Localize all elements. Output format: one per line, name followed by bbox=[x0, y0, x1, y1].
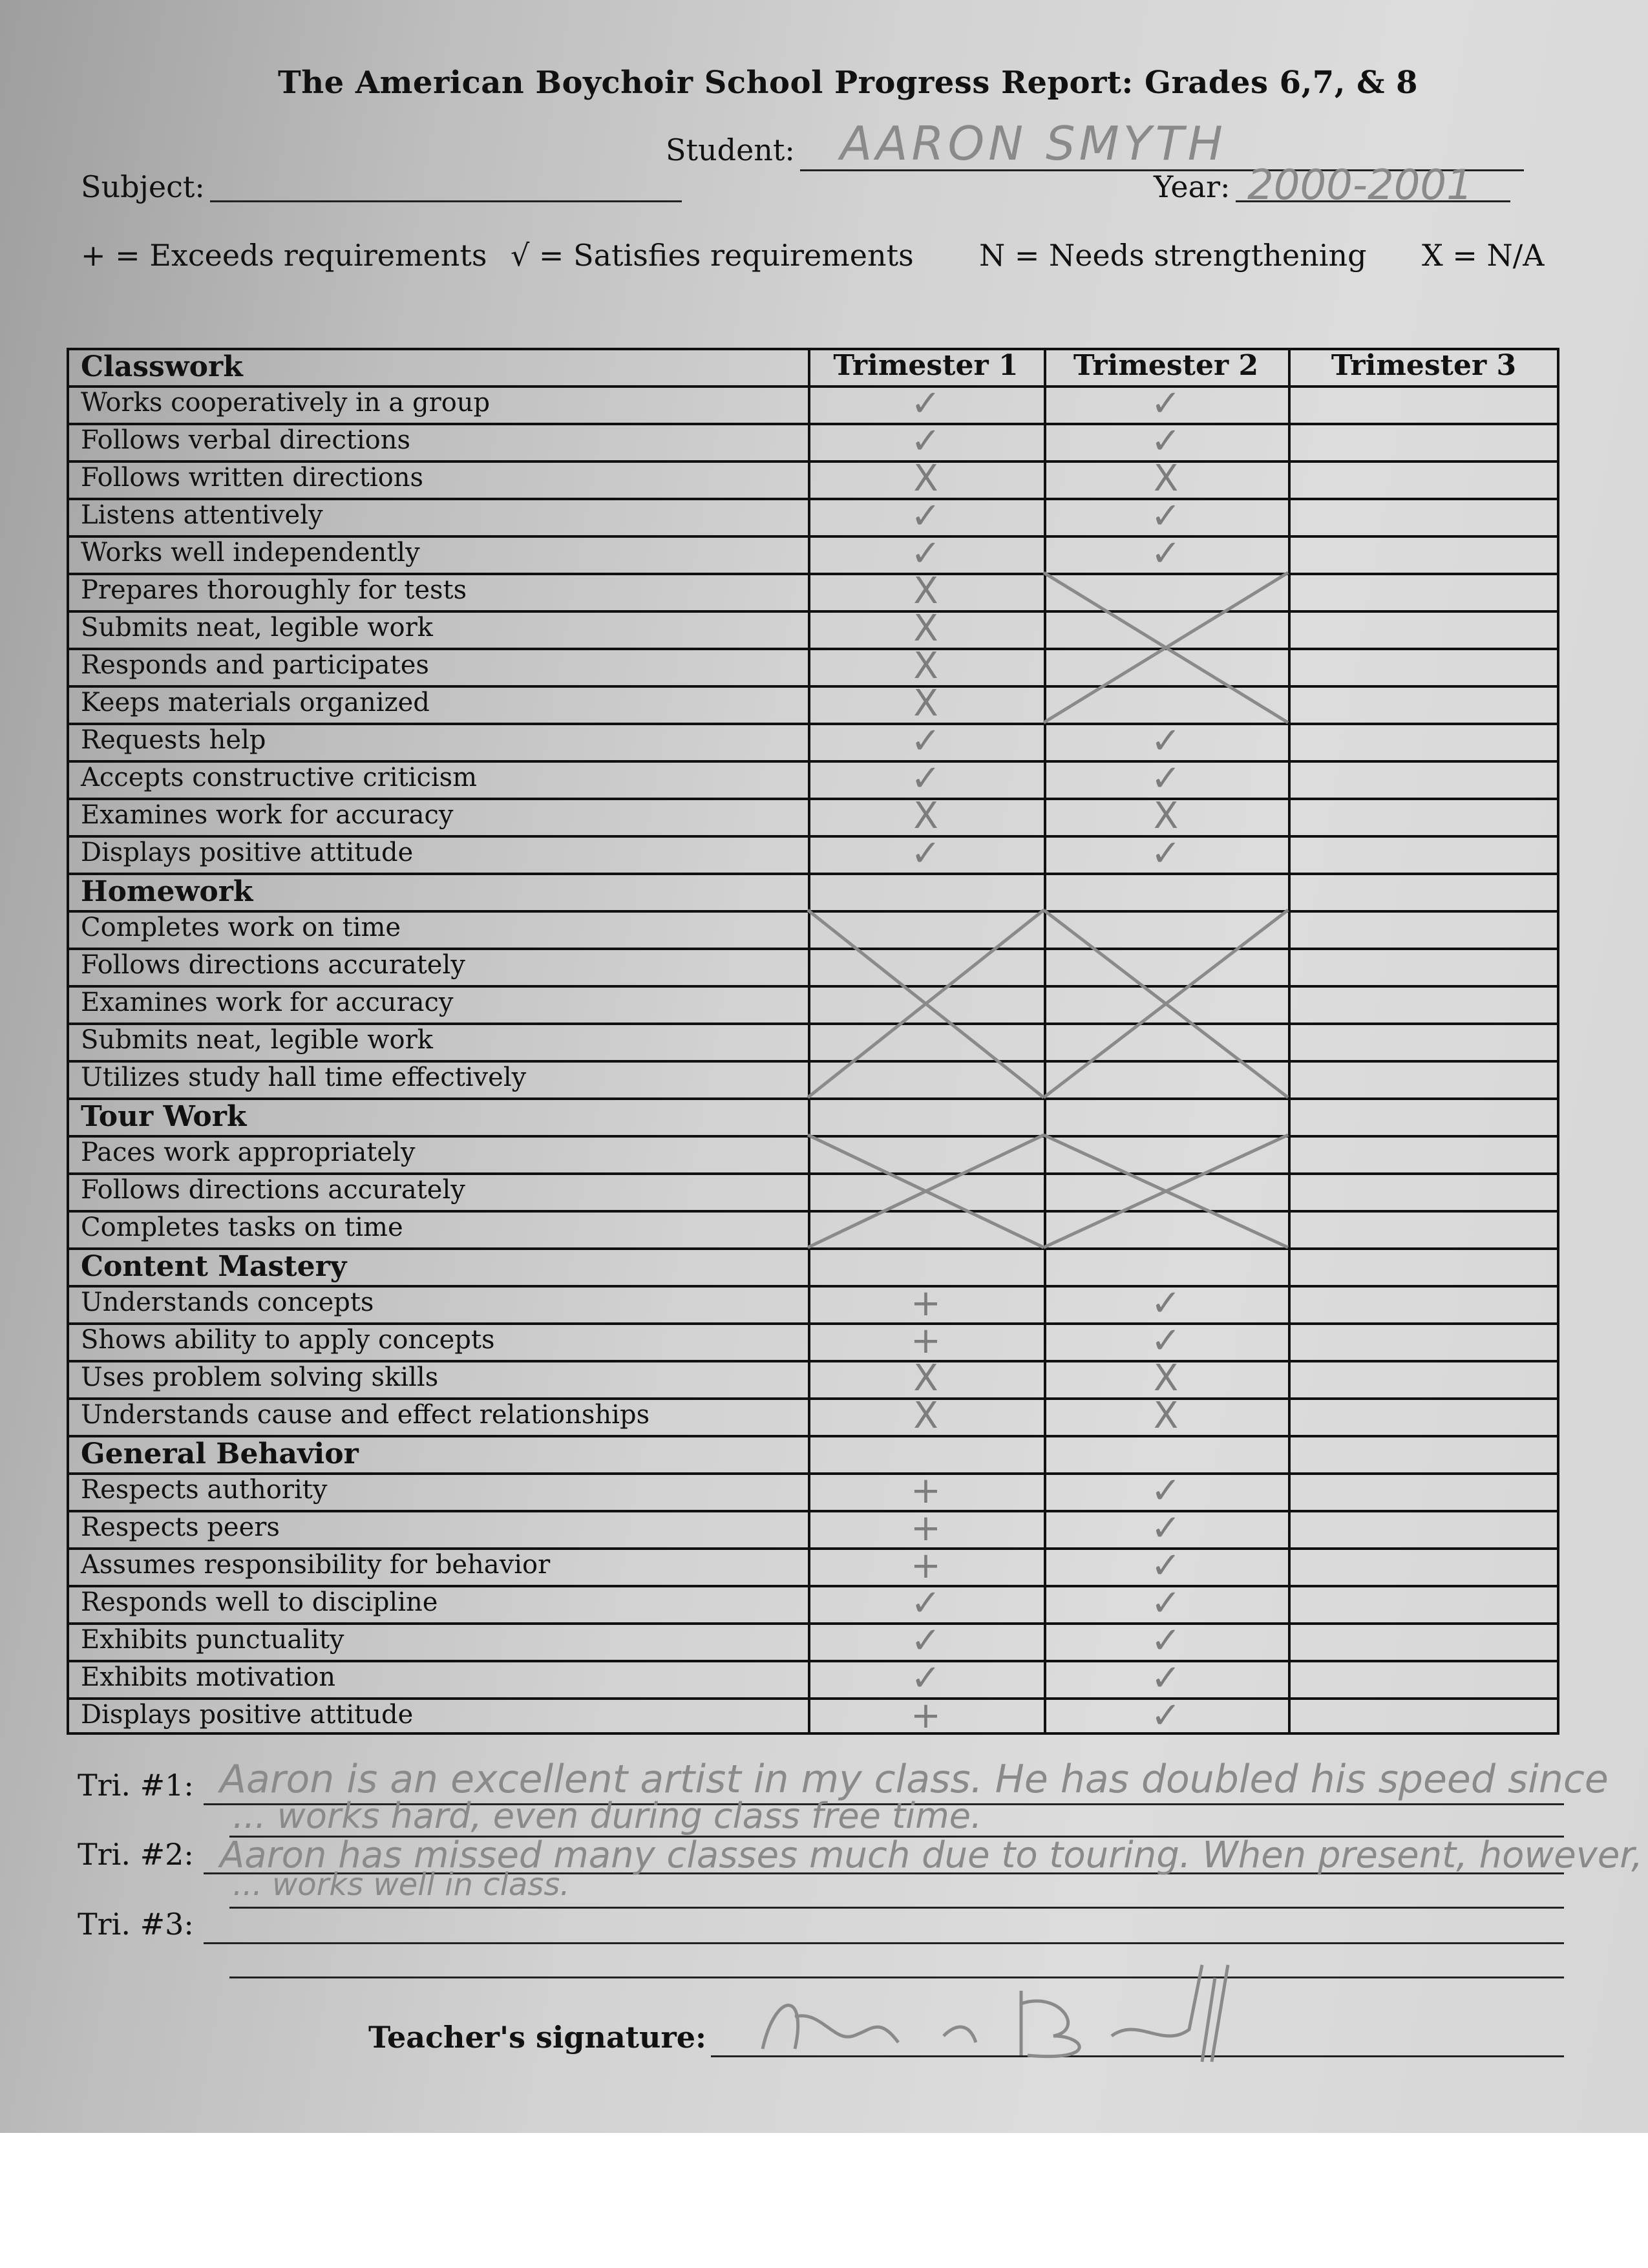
tri1-comment-line1: Aaron is an excellent artist in my class. He has doubled his speed since bbox=[220, 1757, 1609, 1802]
criterion-label: Completes tasks on time bbox=[81, 1213, 403, 1242]
criterion-label: Requests help bbox=[81, 725, 266, 755]
tri2-comment-line2: ... works well in class. bbox=[233, 1867, 570, 1903]
grade-mark-trimester-1: X bbox=[913, 608, 938, 650]
criterion-label: Understands cause and effect relationships bbox=[81, 1400, 650, 1430]
grade-mark-trimester-1: + bbox=[911, 1545, 941, 1587]
strike-tourwork-t1 bbox=[808, 1135, 1044, 1247]
legend-satisfies: √ = Satisfies requirements bbox=[511, 238, 914, 273]
year-handwritten: 2000-2001 bbox=[1247, 162, 1473, 209]
grade-mark-trimester-2: X bbox=[1153, 1395, 1179, 1437]
tri1-label: Tri. #1: bbox=[78, 1768, 194, 1803]
grade-mark-trimester-1: ✓ bbox=[911, 1657, 941, 1699]
grade-mark-trimester-2: ✓ bbox=[1150, 495, 1181, 537]
year-label: Year: bbox=[1154, 169, 1231, 204]
grade-mark-trimester-2: X bbox=[1153, 458, 1179, 500]
criterion-label: Uses problem solving skills bbox=[81, 1362, 439, 1392]
criterion-label: Exhibits punctuality bbox=[81, 1625, 344, 1655]
grade-mark-trimester-1: X bbox=[913, 795, 938, 837]
strike-homework-t1 bbox=[808, 910, 1044, 1097]
grade-mark-trimester-2: ✓ bbox=[1150, 758, 1181, 800]
grade-mark-trimester-1: ✓ bbox=[911, 495, 941, 537]
page-title: The American Boychoir School Progress Report: Grades 6,7, & 8 bbox=[278, 65, 1419, 101]
grade-mark-trimester-1: ✓ bbox=[911, 533, 941, 575]
tri2-label: Tri. #2: bbox=[78, 1837, 194, 1872]
grade-mark-trimester-1: + bbox=[911, 1320, 941, 1362]
criterion-label: Follows directions accurately bbox=[81, 950, 465, 980]
grade-mark-trimester-2: ✓ bbox=[1150, 720, 1181, 762]
criterion-label: Works cooperatively in a group bbox=[81, 388, 491, 418]
grade-mark-trimester-2: ✓ bbox=[1150, 1470, 1181, 1512]
grade-mark-trimester-2: ✓ bbox=[1150, 1282, 1181, 1324]
grade-mark-trimester-1: ✓ bbox=[911, 832, 941, 874]
tri3-label: Tri. #3: bbox=[78, 1907, 194, 1942]
grade-mark-trimester-2: ✓ bbox=[1150, 533, 1181, 575]
grade-mark-trimester-1: X bbox=[913, 570, 938, 612]
criterion-label: Respects authority bbox=[81, 1475, 328, 1505]
grade-mark-trimester-2: X bbox=[1153, 1357, 1179, 1399]
section-heading: Classwork bbox=[81, 350, 243, 383]
grade-mark-trimester-2: ✓ bbox=[1150, 1582, 1181, 1624]
section-heading: Tour Work bbox=[81, 1100, 247, 1133]
grade-mark-trimester-1: + bbox=[911, 1695, 941, 1737]
criterion-label: Shows ability to apply concepts bbox=[81, 1325, 495, 1355]
criterion-label: Displays positive attitude bbox=[81, 838, 414, 867]
section-heading: General Behavior bbox=[81, 1437, 359, 1470]
criterion-label: Assumes responsibility for behavior bbox=[81, 1550, 551, 1580]
strike-tourwork-t2 bbox=[1044, 1135, 1288, 1247]
criterion-label: Accepts constructive criticism bbox=[81, 763, 478, 792]
strike-homework-t2 bbox=[1044, 910, 1288, 1097]
grade-mark-trimester-2: ✓ bbox=[1150, 832, 1181, 874]
criterion-label: Paces work appropriately bbox=[81, 1138, 416, 1167]
criterion-label: Listens attentively bbox=[81, 500, 323, 530]
legend-needs: N = Needs strengthening bbox=[979, 238, 1367, 273]
criterion-label: Examines work for accuracy bbox=[81, 800, 454, 830]
criterion-label: Understands concepts bbox=[81, 1288, 374, 1317]
criterion-label: Displays positive attitude bbox=[81, 1700, 414, 1730]
grade-mark-trimester-1: X bbox=[913, 1395, 938, 1437]
subject-field-line bbox=[210, 200, 682, 202]
criterion-label: Responds well to discipline bbox=[81, 1587, 438, 1617]
section-heading: Content Mastery bbox=[81, 1250, 347, 1283]
na-strike-marks bbox=[67, 348, 1559, 1735]
grade-mark-trimester-2: ✓ bbox=[1150, 420, 1181, 462]
grade-mark-trimester-1: + bbox=[911, 1282, 941, 1324]
grade-mark-trimester-2: ✓ bbox=[1150, 1695, 1181, 1737]
student-name-handwritten: AARON SMYTH bbox=[840, 116, 1227, 171]
strike-classwork-t2 bbox=[1044, 573, 1288, 723]
column-header-trimester-1: Trimester 1 bbox=[833, 349, 1019, 382]
grade-mark-trimester-1: ✓ bbox=[911, 383, 941, 425]
criterion-label: Exhibits motivation bbox=[81, 1662, 336, 1692]
grade-mark-trimester-2: ✓ bbox=[1150, 1545, 1181, 1587]
tri1-comment-line2: ... works hard, even during class free time. bbox=[233, 1796, 982, 1836]
tri2-line-2 bbox=[229, 1907, 1564, 1909]
criterion-label: Prepares thoroughly for tests bbox=[81, 575, 467, 605]
student-label: Student: bbox=[666, 132, 795, 167]
criterion-label: Completes work on time bbox=[81, 913, 401, 942]
grade-mark-trimester-2: ✓ bbox=[1150, 383, 1181, 425]
criterion-label: Follows directions accurately bbox=[81, 1175, 465, 1205]
grade-mark-trimester-1: + bbox=[911, 1470, 941, 1512]
grade-mark-trimester-1: ✓ bbox=[911, 1620, 941, 1662]
section-heading: Homework bbox=[81, 875, 253, 908]
criterion-label: Submits neat, legible work bbox=[81, 613, 433, 642]
grade-mark-trimester-1: X bbox=[913, 458, 938, 500]
grade-mark-trimester-2: ✓ bbox=[1150, 1320, 1181, 1362]
grade-mark-trimester-2: ✓ bbox=[1150, 1657, 1181, 1699]
grade-mark-trimester-1: + bbox=[911, 1507, 941, 1549]
grade-mark-trimester-1: ✓ bbox=[911, 720, 941, 762]
subject-label: Subject: bbox=[81, 169, 205, 204]
tri3-line bbox=[204, 1942, 1564, 1944]
criterion-label: Examines work for accuracy bbox=[81, 988, 454, 1017]
criterion-label: Follows written directions bbox=[81, 463, 424, 493]
criterion-label: Follows verbal directions bbox=[81, 425, 410, 455]
grade-mark-trimester-1: X bbox=[913, 683, 938, 725]
criterion-label: Submits neat, legible work bbox=[81, 1025, 433, 1055]
criterion-label: Responds and participates bbox=[81, 650, 429, 680]
grade-mark-trimester-2: ✓ bbox=[1150, 1620, 1181, 1662]
grade-mark-trimester-1: ✓ bbox=[911, 420, 941, 462]
teacher-signature-label: Teacher's signature: bbox=[368, 2020, 706, 2055]
grade-mark-trimester-1: ✓ bbox=[911, 758, 941, 800]
criterion-label: Respects peers bbox=[81, 1512, 280, 1542]
tri2-comment-line1: Aaron has missed many classes much due to touring. When present, however, bbox=[220, 1834, 1643, 1876]
legend-exceeds: + = Exceeds requirements bbox=[81, 238, 487, 273]
criterion-label: Utilizes study hall time effectively bbox=[81, 1063, 527, 1092]
teacher-signature-scribble bbox=[750, 1952, 1267, 2068]
grade-mark-trimester-1: X bbox=[913, 645, 938, 687]
column-header-trimester-2: Trimester 2 bbox=[1073, 349, 1259, 382]
criterion-label: Works well independently bbox=[81, 538, 420, 567]
legend-na: X = N/A bbox=[1422, 238, 1545, 273]
progress-table bbox=[67, 348, 1559, 1735]
grade-mark-trimester-1: ✓ bbox=[911, 1582, 941, 1624]
grade-mark-trimester-2: X bbox=[1153, 795, 1179, 837]
grade-mark-trimester-2: ✓ bbox=[1150, 1507, 1181, 1549]
column-header-trimester-3: Trimester 3 bbox=[1331, 349, 1517, 382]
criterion-label: Keeps materials organized bbox=[81, 688, 430, 717]
grade-mark-trimester-1: X bbox=[913, 1357, 938, 1399]
